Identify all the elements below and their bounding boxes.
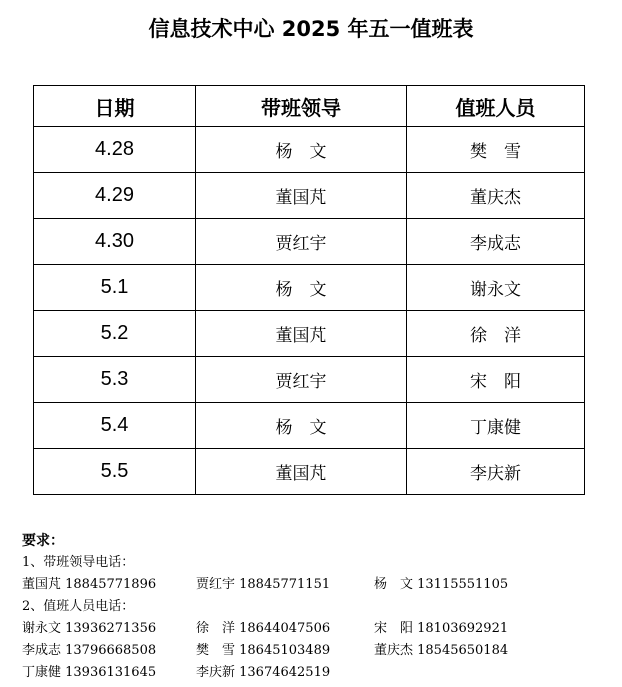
date-cell: 5.1 <box>34 265 196 311</box>
phone-entry: 董庆杰 18545650184 <box>374 643 509 658</box>
phone-entry: 董国芃 18845771896 <box>22 577 157 592</box>
phone-entry <box>374 662 594 684</box>
table-row <box>34 265 585 311</box>
table-row <box>34 311 585 357</box>
date-cell: 5.3 <box>34 357 196 403</box>
requirements-heading: 要求： <box>22 533 64 549</box>
staff-cell: 丁康健 <box>407 403 585 449</box>
staff-phones-heading: 2、值班人员电话： <box>22 599 135 614</box>
phone-entry: 徐 洋 18644047506 <box>196 621 331 636</box>
table-row <box>34 173 585 219</box>
phone-entry: 丁康健 13936131645 <box>22 665 157 680</box>
header-leader: 带班领导 <box>196 86 407 127</box>
table-header-row <box>34 86 585 127</box>
duty-table <box>33 85 585 495</box>
header-staff: 值班人员 <box>407 86 585 127</box>
phone-entry: 谢永文 13936271356 <box>22 621 157 636</box>
table-row <box>34 403 585 449</box>
table-row <box>34 449 585 495</box>
leader-cell: 董国芃 <box>196 173 407 219</box>
leader-cell: 贾红宇 <box>196 219 407 265</box>
phone-entry: 宋 阳 18103692921 <box>374 621 509 636</box>
staff-cell: 董庆杰 <box>407 173 585 219</box>
requirements-section <box>22 530 612 684</box>
date-cell: 5.2 <box>34 311 196 357</box>
phone-row <box>22 618 612 640</box>
table-row <box>34 219 585 265</box>
phone-row <box>22 640 612 662</box>
phone-entry: 李庆新 13674642519 <box>196 665 331 680</box>
date-cell: 4.30 <box>34 219 196 265</box>
staff-cell: 宋 阳 <box>407 357 585 403</box>
leader-phones-heading: 1、带班领导电话： <box>22 555 135 570</box>
table-row <box>34 127 585 173</box>
leader-cell: 杨 文 <box>196 127 407 173</box>
phone-entry: 杨 文 13115551105 <box>374 577 509 592</box>
header-date: 日期 <box>34 86 196 127</box>
phone-entry: 李成志 13796668508 <box>22 643 157 658</box>
phone-entry: 樊 雪 18645103489 <box>196 643 331 658</box>
staff-cell: 李成志 <box>407 219 585 265</box>
page-title: 信息技术中心 2025 年五一值班表 <box>148 17 474 41</box>
staff-cell: 樊 雪 <box>407 127 585 173</box>
table-row <box>34 357 585 403</box>
date-cell: 5.5 <box>34 449 196 495</box>
date-cell: 4.28 <box>34 127 196 173</box>
phone-row <box>22 574 612 596</box>
leader-cell: 杨 文 <box>196 403 407 449</box>
leader-cell: 贾红宇 <box>196 357 407 403</box>
date-cell: 4.29 <box>34 173 196 219</box>
staff-cell: 徐 洋 <box>407 311 585 357</box>
leader-cell: 董国芃 <box>196 311 407 357</box>
leader-cell: 杨 文 <box>196 265 407 311</box>
phone-row <box>22 662 612 684</box>
phone-entry: 贾红宇 18845771151 <box>196 577 331 592</box>
date-cell: 5.4 <box>34 403 196 449</box>
staff-cell: 谢永文 <box>407 265 585 311</box>
leader-cell: 董国芃 <box>196 449 407 495</box>
staff-cell: 李庆新 <box>407 449 585 495</box>
